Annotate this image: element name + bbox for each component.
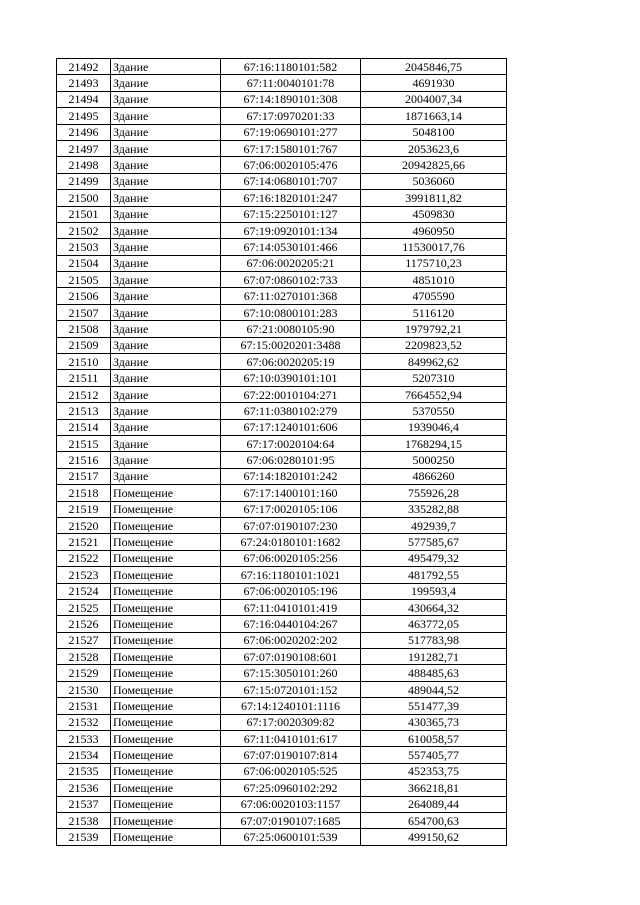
cadastral-value-cell: 11530017,76	[361, 239, 507, 255]
cadastral-number-cell: 67:07:0860102:733	[221, 272, 361, 288]
cadastral-number-cell: 67:06:0020205:21	[221, 255, 361, 271]
object-type-cell: Помещение	[111, 599, 221, 615]
table-row	[57, 583, 507, 599]
table-row	[57, 452, 507, 468]
table-row	[57, 731, 507, 747]
row-number-cell: 21521	[57, 534, 111, 550]
table-row	[57, 567, 507, 583]
table-row	[57, 255, 507, 271]
cadastral-number-cell: 67:15:0720101:152	[221, 681, 361, 697]
table-row	[57, 632, 507, 648]
object-type-cell: Здание	[111, 304, 221, 320]
cadastral-value-cell: 5116120	[361, 304, 507, 320]
object-type-cell: Помещение	[111, 649, 221, 665]
table-row	[57, 550, 507, 566]
table-row	[57, 91, 507, 107]
cadastral-number-cell: 67:10:0800101:283	[221, 304, 361, 320]
object-type-cell: Здание	[111, 272, 221, 288]
object-type-cell: Здание	[111, 288, 221, 304]
table-row	[57, 59, 507, 75]
object-type-cell: Помещение	[111, 698, 221, 714]
row-number-cell: 21536	[57, 780, 111, 796]
cadastral-value-cell: 2045846,75	[361, 59, 507, 75]
object-type-cell: Помещение	[111, 829, 221, 845]
cadastral-value-cell: 499150,62	[361, 829, 507, 845]
cadastral-number-cell: 67:15:0020201:3488	[221, 337, 361, 353]
table-row	[57, 140, 507, 156]
table-row	[57, 75, 507, 91]
row-number-cell: 21530	[57, 681, 111, 697]
object-type-cell: Здание	[111, 190, 221, 206]
table-row	[57, 616, 507, 632]
row-number-cell: 21508	[57, 321, 111, 337]
cadastral-value-cell: 4851010	[361, 272, 507, 288]
table-row	[57, 206, 507, 222]
cadastral-number-cell: 67:17:0970201:33	[221, 108, 361, 124]
object-type-cell: Здание	[111, 468, 221, 484]
row-number-cell: 21510	[57, 354, 111, 370]
table-row	[57, 517, 507, 533]
table-row	[57, 468, 507, 484]
table-row	[57, 796, 507, 812]
cadastral-value-cell: 20942825,66	[361, 157, 507, 173]
table-row	[57, 780, 507, 796]
table-row	[57, 435, 507, 451]
row-number-cell: 21526	[57, 616, 111, 632]
cadastral-value-cell: 2004007,34	[361, 91, 507, 107]
object-type-cell: Здание	[111, 452, 221, 468]
row-number-cell: 21524	[57, 583, 111, 599]
document-page	[56, 58, 507, 846]
row-number-cell: 21494	[57, 91, 111, 107]
row-number-cell: 21516	[57, 452, 111, 468]
object-type-cell: Здание	[111, 140, 221, 156]
cadastral-value-cell: 3991811,82	[361, 190, 507, 206]
table-row	[57, 763, 507, 779]
object-type-cell: Помещение	[111, 550, 221, 566]
object-type-cell: Здание	[111, 91, 221, 107]
object-type-cell: Помещение	[111, 567, 221, 583]
table-row	[57, 829, 507, 845]
table-row	[57, 173, 507, 189]
table-row	[57, 222, 507, 238]
table-row	[57, 485, 507, 501]
cadastral-number-cell: 67:10:0390101:101	[221, 370, 361, 386]
cadastral-number-cell: 67:14:1240101:1116	[221, 698, 361, 714]
row-number-cell: 21520	[57, 517, 111, 533]
table-row	[57, 501, 507, 517]
cadastral-number-cell: 67:17:0020309:82	[221, 714, 361, 730]
object-type-cell: Здание	[111, 321, 221, 337]
object-type-cell: Помещение	[111, 485, 221, 501]
cadastral-value-cell: 492939,7	[361, 517, 507, 533]
object-type-cell: Здание	[111, 386, 221, 402]
cadastral-value-cell: 430365,73	[361, 714, 507, 730]
cadastral-number-cell: 67:15:2250101:127	[221, 206, 361, 222]
row-number-cell: 21535	[57, 763, 111, 779]
cadastral-number-cell: 67:06:0280101:95	[221, 452, 361, 468]
cadastral-value-cell: 5207310	[361, 370, 507, 386]
cadastral-number-cell: 67:07:0190107:230	[221, 517, 361, 533]
cadastral-number-cell: 67:21:0080105:90	[221, 321, 361, 337]
cadastral-number-cell: 67:17:1580101:767	[221, 140, 361, 156]
cadastral-number-cell: 67:07:0190107:1685	[221, 812, 361, 828]
object-type-cell: Здание	[111, 435, 221, 451]
cadastral-value-cell: 577585,67	[361, 534, 507, 550]
cadastral-value-cell: 610058,57	[361, 731, 507, 747]
cadastral-number-cell: 67:25:0960102:292	[221, 780, 361, 796]
cadastral-number-cell: 67:07:0190108:601	[221, 649, 361, 665]
row-number-cell: 21537	[57, 796, 111, 812]
object-type-cell: Здание	[111, 255, 221, 271]
cadastral-number-cell: 67:14:1890101:308	[221, 91, 361, 107]
table-row	[57, 354, 507, 370]
cadastral-number-cell: 67:11:0270101:368	[221, 288, 361, 304]
cadastral-value-cell: 481792,55	[361, 567, 507, 583]
cadastral-value-cell: 5000250	[361, 452, 507, 468]
cadastral-number-cell: 67:06:0020202:202	[221, 632, 361, 648]
row-number-cell: 21519	[57, 501, 111, 517]
cadastral-value-cell: 557405,77	[361, 747, 507, 763]
row-number-cell: 21511	[57, 370, 111, 386]
cadastral-value-table	[56, 58, 507, 846]
table-row	[57, 157, 507, 173]
cadastral-number-cell: 67:17:0020104:64	[221, 435, 361, 451]
object-type-cell: Здание	[111, 403, 221, 419]
cadastral-value-cell: 5036060	[361, 173, 507, 189]
cadastral-value-cell: 5048100	[361, 124, 507, 140]
table-row	[57, 272, 507, 288]
cadastral-number-cell: 67:15:3050101:260	[221, 665, 361, 681]
cadastral-value-cell: 4866260	[361, 468, 507, 484]
cadastral-value-cell: 452353,75	[361, 763, 507, 779]
cadastral-value-cell: 463772,05	[361, 616, 507, 632]
row-number-cell: 21513	[57, 403, 111, 419]
table-row	[57, 370, 507, 386]
row-number-cell: 21498	[57, 157, 111, 173]
table-row	[57, 288, 507, 304]
table-row	[57, 747, 507, 763]
cadastral-value-cell: 1979792,21	[361, 321, 507, 337]
object-type-cell: Здание	[111, 222, 221, 238]
object-type-cell: Здание	[111, 75, 221, 91]
object-type-cell: Помещение	[111, 616, 221, 632]
object-type-cell: Здание	[111, 124, 221, 140]
row-number-cell: 21509	[57, 337, 111, 353]
row-number-cell: 21493	[57, 75, 111, 91]
row-number-cell: 21522	[57, 550, 111, 566]
row-number-cell: 21538	[57, 812, 111, 828]
object-type-cell: Помещение	[111, 763, 221, 779]
cadastral-value-cell: 430664,32	[361, 599, 507, 615]
cadastral-number-cell: 67:17:1400101:160	[221, 485, 361, 501]
cadastral-value-cell: 4691930	[361, 75, 507, 91]
object-type-cell: Помещение	[111, 534, 221, 550]
table-row	[57, 698, 507, 714]
object-type-cell: Здание	[111, 157, 221, 173]
row-number-cell: 21539	[57, 829, 111, 845]
table-row	[57, 665, 507, 681]
cadastral-number-cell: 67:14:0530101:466	[221, 239, 361, 255]
row-number-cell: 21507	[57, 304, 111, 320]
row-number-cell: 21503	[57, 239, 111, 255]
cadastral-value-cell: 7664552,94	[361, 386, 507, 402]
row-number-cell: 21499	[57, 173, 111, 189]
table-row	[57, 108, 507, 124]
cadastral-number-cell: 67:16:0440104:267	[221, 616, 361, 632]
table-row	[57, 649, 507, 665]
table-row	[57, 304, 507, 320]
cadastral-number-cell: 67:06:0020105:256	[221, 550, 361, 566]
table-row	[57, 812, 507, 828]
row-number-cell: 21528	[57, 649, 111, 665]
cadastral-number-cell: 67:24:0180101:1682	[221, 534, 361, 550]
cadastral-value-cell: 849962,62	[361, 354, 507, 370]
cadastral-number-cell: 67:25:0600101:539	[221, 829, 361, 845]
table-row	[57, 534, 507, 550]
cadastral-value-cell: 489044,52	[361, 681, 507, 697]
cadastral-number-cell: 67:06:0020105:196	[221, 583, 361, 599]
table-row	[57, 681, 507, 697]
table-row	[57, 190, 507, 206]
row-number-cell: 21497	[57, 140, 111, 156]
object-type-cell: Помещение	[111, 747, 221, 763]
cadastral-value-cell: 4705590	[361, 288, 507, 304]
cadastral-value-cell: 1768294,15	[361, 435, 507, 451]
row-number-cell: 21495	[57, 108, 111, 124]
cadastral-number-cell: 67:16:1820101:247	[221, 190, 361, 206]
cadastral-value-cell: 1175710,23	[361, 255, 507, 271]
cadastral-value-cell: 366218,81	[361, 780, 507, 796]
row-number-cell: 21525	[57, 599, 111, 615]
cadastral-value-cell: 4960950	[361, 222, 507, 238]
object-type-cell: Здание	[111, 419, 221, 435]
cadastral-number-cell: 67:07:0190107:814	[221, 747, 361, 763]
table-row	[57, 124, 507, 140]
cadastral-number-cell: 67:16:1180101:1021	[221, 567, 361, 583]
row-number-cell: 21533	[57, 731, 111, 747]
row-number-cell: 21515	[57, 435, 111, 451]
object-type-cell: Помещение	[111, 517, 221, 533]
cadastral-value-cell: 199593,4	[361, 583, 507, 599]
row-number-cell: 21517	[57, 468, 111, 484]
cadastral-value-cell: 335282,88	[361, 501, 507, 517]
cadastral-number-cell: 67:06:0020105:525	[221, 763, 361, 779]
row-number-cell: 21505	[57, 272, 111, 288]
object-type-cell: Помещение	[111, 501, 221, 517]
cadastral-number-cell: 67:22:0010104:271	[221, 386, 361, 402]
cadastral-value-cell: 551477,39	[361, 698, 507, 714]
table-row	[57, 239, 507, 255]
object-type-cell: Помещение	[111, 632, 221, 648]
row-number-cell: 21504	[57, 255, 111, 271]
cadastral-number-cell: 67:19:0690101:277	[221, 124, 361, 140]
object-type-cell: Помещение	[111, 681, 221, 697]
object-type-cell: Помещение	[111, 780, 221, 796]
row-number-cell: 21529	[57, 665, 111, 681]
cadastral-number-cell: 67:16:1180101:582	[221, 59, 361, 75]
object-type-cell: Здание	[111, 239, 221, 255]
object-type-cell: Помещение	[111, 796, 221, 812]
object-type-cell: Здание	[111, 108, 221, 124]
cadastral-number-cell: 67:06:0020105:476	[221, 157, 361, 173]
table-row	[57, 386, 507, 402]
object-type-cell: Здание	[111, 206, 221, 222]
cadastral-number-cell: 67:19:0920101:134	[221, 222, 361, 238]
cadastral-value-cell: 495479,32	[361, 550, 507, 566]
cadastral-number-cell: 67:17:0020105:106	[221, 501, 361, 517]
table-row	[57, 714, 507, 730]
row-number-cell: 21523	[57, 567, 111, 583]
cadastral-number-cell: 67:11:0380102:279	[221, 403, 361, 419]
cadastral-number-cell: 67:17:1240101:606	[221, 419, 361, 435]
row-number-cell: 21514	[57, 419, 111, 435]
table-row	[57, 337, 507, 353]
object-type-cell: Помещение	[111, 714, 221, 730]
table-row	[57, 599, 507, 615]
row-number-cell: 21512	[57, 386, 111, 402]
cadastral-number-cell: 67:14:1820101:242	[221, 468, 361, 484]
row-number-cell: 21532	[57, 714, 111, 730]
cadastral-value-cell: 264089,44	[361, 796, 507, 812]
cadastral-value-cell: 191282,71	[361, 649, 507, 665]
object-type-cell: Помещение	[111, 665, 221, 681]
object-type-cell: Здание	[111, 370, 221, 386]
cadastral-number-cell: 67:06:0020103:1157	[221, 796, 361, 812]
object-type-cell: Помещение	[111, 583, 221, 599]
object-type-cell: Помещение	[111, 812, 221, 828]
table-row	[57, 403, 507, 419]
table-row	[57, 419, 507, 435]
row-number-cell: 21531	[57, 698, 111, 714]
cadastral-number-cell: 67:06:0020205:19	[221, 354, 361, 370]
cadastral-number-cell: 67:11:0410101:617	[221, 731, 361, 747]
cadastral-number-cell: 67:11:0040101:78	[221, 75, 361, 91]
cadastral-value-cell: 517783,98	[361, 632, 507, 648]
row-number-cell: 21501	[57, 206, 111, 222]
object-type-cell: Здание	[111, 59, 221, 75]
row-number-cell: 21506	[57, 288, 111, 304]
table-row	[57, 321, 507, 337]
object-type-cell: Здание	[111, 354, 221, 370]
cadastral-value-cell: 2053623,6	[361, 140, 507, 156]
cadastral-value-cell: 5370550	[361, 403, 507, 419]
object-type-cell: Здание	[111, 173, 221, 189]
cadastral-value-cell: 488485,63	[361, 665, 507, 681]
row-number-cell: 21518	[57, 485, 111, 501]
table-body	[57, 59, 507, 846]
cadastral-value-cell: 1939046,4	[361, 419, 507, 435]
object-type-cell: Здание	[111, 337, 221, 353]
cadastral-number-cell: 67:14:0680101:707	[221, 173, 361, 189]
cadastral-number-cell: 67:11:0410101:419	[221, 599, 361, 615]
cadastral-value-cell: 4509830	[361, 206, 507, 222]
row-number-cell: 21492	[57, 59, 111, 75]
row-number-cell: 21502	[57, 222, 111, 238]
row-number-cell: 21496	[57, 124, 111, 140]
object-type-cell: Помещение	[111, 731, 221, 747]
row-number-cell: 21534	[57, 747, 111, 763]
cadastral-value-cell: 755926,28	[361, 485, 507, 501]
cadastral-value-cell: 654700,63	[361, 812, 507, 828]
row-number-cell: 21527	[57, 632, 111, 648]
cadastral-value-cell: 1871663,14	[361, 108, 507, 124]
cadastral-value-cell: 2209823,52	[361, 337, 507, 353]
row-number-cell: 21500	[57, 190, 111, 206]
